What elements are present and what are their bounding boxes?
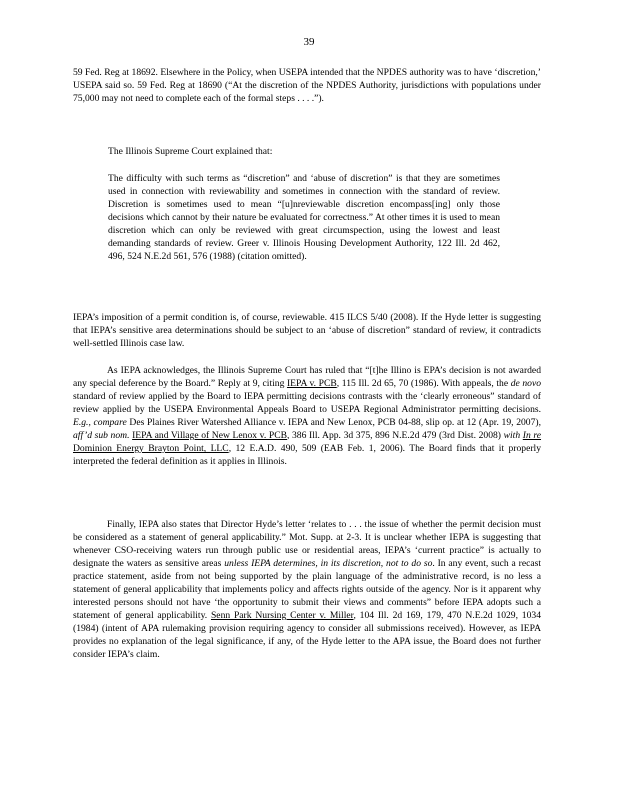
paragraph-text: As IEPA acknowledges, the Illinois Supreme Court has ruled that “[t]he Illino is EPA’s decision is not awarded any special deference by the Board.” Reply at 9, citing (73, 365, 541, 389)
case-citation: IEPA and Village of New Lenox v. PCB (132, 430, 287, 441)
case-citation: IEPA v. PCB (286, 378, 337, 389)
paragraph-text: , 386 Ill. App. 3d 375, 896 N.E.2d 479 (3rd Dist. 2008) (287, 430, 504, 441)
paragraph-court-explained (108, 145, 508, 158)
paragraph-text: , 104 Ill. 2d 169, 179, 470 N.E.2d 1029, 1034 (1984) (intent of APA rulemaking provision requiring agency to consider all submissions received). However, as IEPA provides no explanation of the legal significance, if any, of the Hyde letter to the APA issue, the Board does not further consider IEPA’s claim. (73, 610, 541, 660)
paragraph-fed-reg (73, 66, 541, 105)
signal-term: In re (522, 430, 542, 441)
paragraph-text: , 115 Ill. 2d 65, 70 (1986). With appeals, the (336, 378, 511, 389)
signal-term: E.g., compare (73, 417, 127, 428)
paragraph-text: . In any event, such a recast practice statement, aside from not being supported by the plain language of the administrative record, is no less a statement of general applicability that implements policy and affects rights outside of the agency. Nor is it apparent why interested persons should not have ‘the opportunity to submit their views and comments” before IEPA adopts such a statement of general applicability. (73, 558, 541, 621)
signal-term: aff’d sub nom. (73, 430, 130, 441)
latin-term: de novo (510, 378, 541, 389)
paragraph-text: The Illinois Supreme Court explained that: (108, 146, 273, 157)
paragraph-deference (73, 364, 541, 468)
signal-term: with (503, 430, 521, 441)
paragraph-text: Finally, IEPA also states that Director Hyde’s letter ‘relates to . . . the issue of whether the permit decision must be considered as a statement of general applicability.” Mot. Supp. at 2-3. It is unclear whether IEPA is suggesting that whenever CSO-receiving waters run through public use or residential areas, IEPA’s ‘current practice” is actually to designate the waters as sensitive areas (73, 519, 541, 569)
paragraph-general-applicability (73, 518, 541, 661)
paragraph-text: IEPA’s imposition of a permit condition is, of course, reviewable. 415 ILCS 5/40 (2008). If the Hyde letter is suggesting that IEPA’s sensitive area determinations should be subject to an ‘abuse of discretion” standard of review, it contradicts well-settled Illinois case law. (73, 312, 541, 349)
paragraph-text: 59 Fed. Reg at 18692. Elsewhere in the Policy, when USEPA intended that the NPDES authority was to have ‘discretion,’ USEPA said so. 59 Fed. Reg at 18690 (“At the discretion of the NPDES Authority, jurisdictions with populations under 75,000 may not need to complete each of the formal steps . . . .”). (73, 67, 541, 104)
paragraph-text: , 12 E.A.D. 490, 509 (EAB Feb. 1, 2006). The Board finds that it properly interpreted the federal definition as it applies in Illinois. (73, 443, 541, 467)
block-quote (108, 172, 500, 263)
paragraph-text: Des Plaines River Watershed Alliance v. IEPA and New Lenox, PCB 04-88, slip op. at 12 (Apr. 19, 2007), (126, 417, 541, 428)
case-citation: Senn Park Nursing Center v. Miller (210, 610, 354, 621)
paragraph-text: standard of review applied by the Board to IEPA permitting decisions contrasts with the ‘clearly erroneous” standard of review applied by the USEPA Environmental Appeals Board to USEPA Regional Administrator permitting decisions. (73, 391, 541, 415)
quote-text: The difficulty with such terms as “discretion” and ‘abuse of discretion” is that they are sometimes used in connection with reviewability and sometimes in connection with the standard of review. Discretion is sometimes used to mean “[u]nreviewable discretion encompass[ing] only those decisions which cannot by their nature be evaluated for correctness.” At other times it is used to mean discretion which can only be reviewed with great circumspection, using the lowest and least demanding standards of review. Greer v. Illinois Housing Development Authority, 122 Ill. 2d 462, 496, 524 N.E.2d 561, 576 (1988) (citation omitted). (108, 173, 500, 262)
case-citation: Dominion Energy Brayton Point, LLC (73, 443, 229, 454)
page-number: 39 (303, 36, 315, 48)
emphasized-phrase: unless IEPA determines, in its discretion, not to do so (224, 558, 433, 569)
paragraph-reviewable (73, 311, 541, 350)
